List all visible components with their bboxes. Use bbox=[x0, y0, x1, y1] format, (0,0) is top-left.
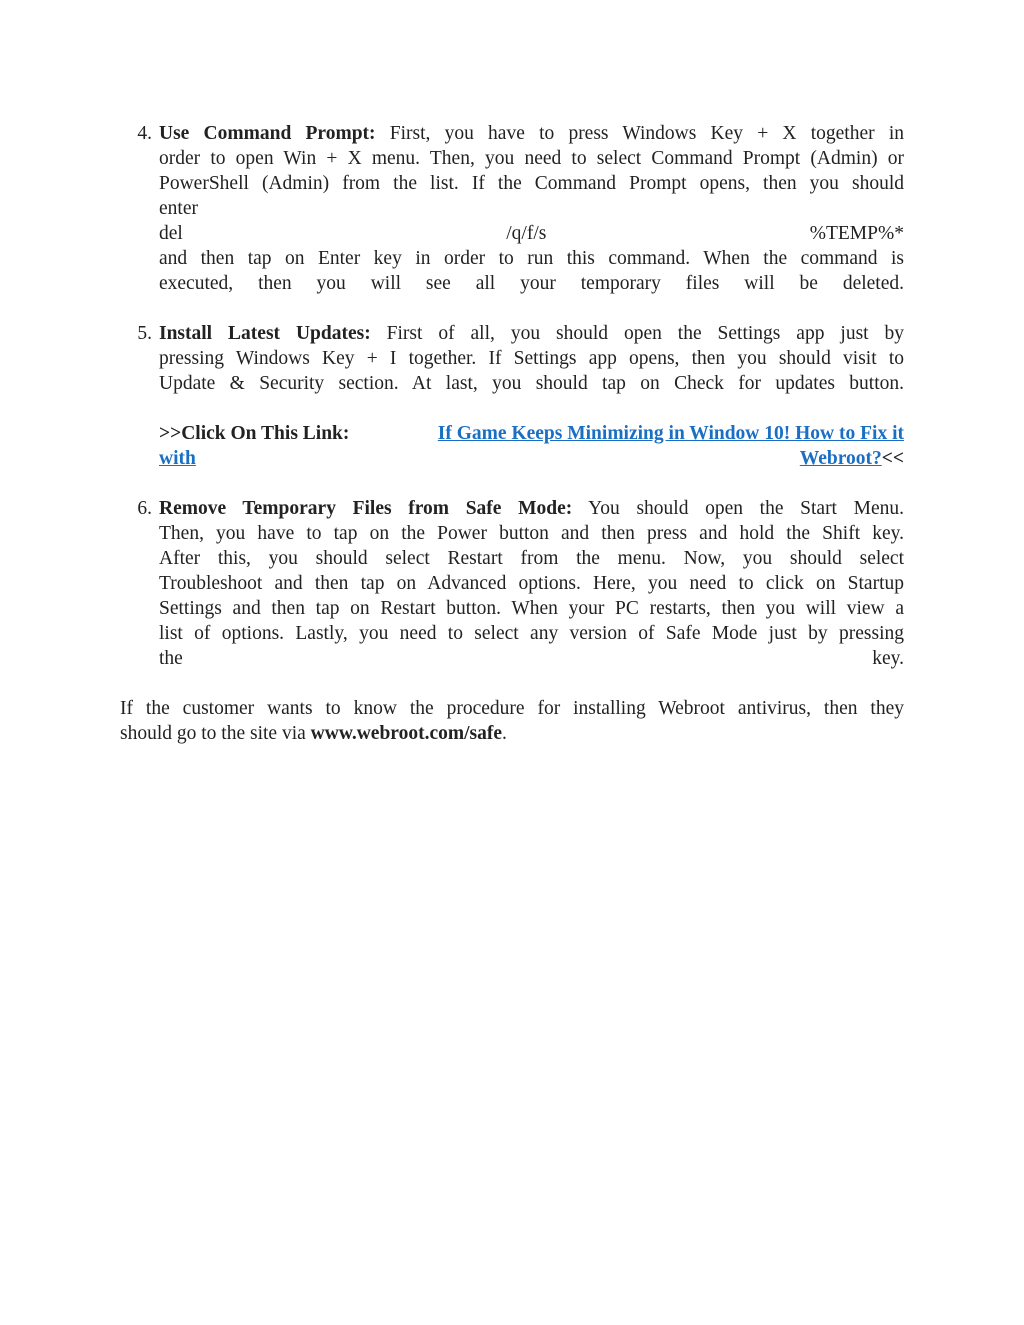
list-number: 4. bbox=[137, 123, 152, 144]
text-line: enter bbox=[159, 198, 198, 219]
text-line: PowerShell (Admin) from the list. If the Command Prompt opens, then you should bbox=[159, 173, 904, 194]
text-line: should go to the site via www.webroot.com/safe. bbox=[120, 723, 507, 744]
link-callout-line2 bbox=[159, 446, 904, 471]
text-line: executed, then you will see all your temporary files will be deleted. bbox=[159, 273, 904, 294]
text-line: order to open Win + X menu. Then, you need to select Command Prompt (Admin) or bbox=[159, 148, 904, 169]
link-underline-gap[interactable] bbox=[196, 446, 800, 471]
link-suffix: << bbox=[881, 448, 904, 469]
text-line: Settings and then tap on Restart button. When your PC restarts, then you will view a bbox=[159, 598, 904, 619]
text-line: After this, you should select Restart from the menu. Now, you should select bbox=[159, 548, 904, 569]
list-item-body: Use Command Prompt: First, you have to press Windows Key + X together in order to open Win + X menu. Then, you need to select Command Prompt (Admin) or PowerShell (Admin) from the list. If the Command Prompt opens, then you should enter del /q/f/s %TEMP%* and then tap on Enter key in order to run this command. When the command is executed, then you will see all your temporary files will be deleted. bbox=[159, 123, 904, 294]
command-path: %TEMP%* bbox=[809, 223, 904, 244]
item-heading: Install Latest Updates: bbox=[159, 323, 371, 344]
closing-paragraph bbox=[120, 696, 904, 746]
command-del: del bbox=[159, 223, 183, 244]
list-number: 5. bbox=[137, 323, 152, 344]
list-item-body: Remove Temporary Files from Safe Mode: You should open the Start Menu. Then, you have to tap on the Power button and then press and hold the Shift key. After this, you should select Restart from the menu. Now, you should select Troubleshoot and then tap on Advanced options. Here, you need to click on Startup Settings and then tap on Restart button. When your PC restarts, then you will view a list of options. Lastly, you need to select any version of Safe Mode just by pressing the key. bbox=[159, 498, 905, 669]
item-heading: Use Command Prompt: bbox=[159, 123, 376, 144]
text-line: Troubleshoot and then tap on Advanced options. Here, you need to click on Startup bbox=[159, 573, 904, 594]
item-heading: Remove Temporary Files from Safe Mode: bbox=[159, 498, 573, 519]
text-line: list of options. Lastly, you need to select any version of Safe Mode just by pressing bbox=[159, 623, 904, 644]
list-item-body: Install Latest Updates: First of all, you should open the Settings app just by pressing Windows Key + I together. If Settings app opens, then you should visit to Update & Security section. At last, you should tap on Check for updates button. >>Click On This Link: If Game Keeps Minimizing in Window 10! How to Fix it with Webroot?<< bbox=[159, 323, 905, 469]
text-line: pressing Windows Key + I together. If Settings app opens, then you should visit to bbox=[159, 348, 904, 369]
webroot-article-link-end[interactable]: Webroot? bbox=[799, 448, 882, 469]
command-line bbox=[159, 221, 904, 246]
webroot-article-link[interactable]: If Game Keeps Minimizing in Window 10! How to Fix it bbox=[437, 423, 904, 444]
text-line: If the customer wants to know the procedure for installing Webroot antivirus, then they bbox=[120, 698, 904, 719]
webroot-safe-url: www.webroot.com/safe bbox=[310, 723, 503, 744]
text-line: and then tap on Enter key in order to run this command. When the command is bbox=[159, 248, 904, 269]
text-line-final: the key. bbox=[159, 648, 904, 669]
webroot-article-link-cont[interactable]: with bbox=[159, 448, 196, 469]
text-line: Update & Security section. At last, you should tap on Check for updates button. bbox=[159, 373, 904, 394]
text-line: Then, you have to tap on the Power button and then press and hold the Shift key. bbox=[159, 523, 904, 544]
list-number: 6. bbox=[137, 498, 152, 519]
command-flags: /q/f/s bbox=[506, 223, 547, 244]
link-callout: >>Click On This Link: If Game Keeps Minimizing in Window 10! How to Fix it bbox=[159, 423, 904, 444]
